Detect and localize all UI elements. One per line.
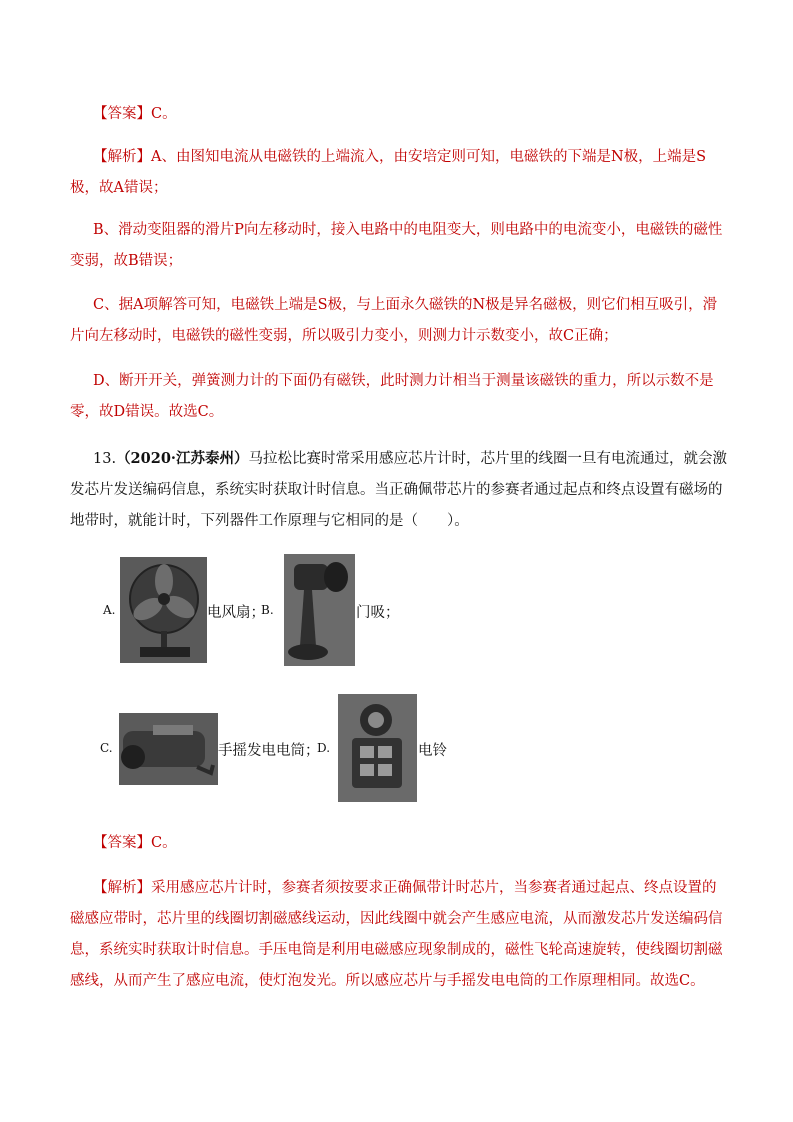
analysis-2-text: 采用感应芯片计时，参赛者须按要求正确佩带计时芯片，当参赛者通过起点、终点设置的磁感应带时，芯片里的线圈切割磁感线运动，因此线圈中就会产生感应电流，从而激发芯片发送编码信息，系统实时获取计时信息。手压电筒是利用电磁感应现象制成的，磁性飞轮高速旋转，使线圈切割磁感线，从而产生了感应电流，使灯泡发光。所以感应芯片与手摇发电电筒的工作原理相同。故选C。: [70, 880, 723, 989]
option-a-letter: A.: [103, 603, 116, 617]
analysis-b: B、滑动变阻器的滑片P向左移动时，接入电路中的电阻变大，则电路中的电流变小，电磁铁的磁性变弱，故B错误；: [70, 222, 723, 269]
analysis-a: [70, 142, 730, 204]
electric-bell-image: [338, 694, 417, 802]
fan-image: [120, 557, 207, 663]
answer-value: C。: [151, 106, 177, 122]
answer-label-2: 【答案】: [93, 835, 151, 851]
question-stem: 马拉松比赛时常采用感应芯片计时，芯片里的线圈一旦有电流通过，就会激发芯片发送编码信息，系统实时获取计时信息。当正确佩带芯片的参赛者通过起点和终点设置有磁场的地带时，就能计时，下列器件工作原理与它相同的是（ ）。: [70, 451, 727, 529]
analysis-2: [70, 873, 730, 997]
option-c-caption: 手摇发电电筒；: [218, 743, 320, 759]
option-d-letter: D.: [317, 741, 331, 755]
analysis-label: 【解析】: [93, 149, 151, 165]
answer-line-1: [93, 102, 177, 123]
option-d-caption: 电铃: [418, 743, 447, 759]
crank-flashlight-image: [119, 713, 218, 785]
option-c-letter: C.: [100, 741, 113, 755]
answer-line-2: [93, 831, 177, 852]
answer-label: 【答案】: [93, 106, 151, 122]
analysis-c: C、据A项解答可知，电磁铁上端是S极，与上面永久磁铁的N极是异名磁极，则它们相互吸引，滑片向左移动时，电磁铁的磁性变弱，所以吸引力变小，则测力计示数变小，故C正确；: [70, 297, 718, 344]
option-b-letter: B.: [261, 603, 274, 617]
answer-value-2: C。: [151, 835, 177, 851]
question-source: （2020·江苏泰州）: [116, 450, 249, 467]
analysis-d: D、断开开关，弹簧测力计的下面仍有磁铁，此时测力计相当于测量该磁铁的重力，所以示数不是零，故D错误。故选C。: [70, 373, 714, 420]
analysis-label-2: 【解析】: [93, 880, 151, 896]
analysis-a-text: A、由图知电流从电磁铁的上端流入，由安培定则可知，电磁铁的下端是N极，上端是S极，故A错误；: [70, 149, 707, 196]
question-13: [70, 443, 730, 537]
question-number: 13.: [93, 451, 117, 467]
option-a-caption: 电风扇；: [207, 605, 265, 621]
option-b-caption: 门吸；: [356, 605, 400, 621]
door-stopper-image: [284, 554, 355, 666]
